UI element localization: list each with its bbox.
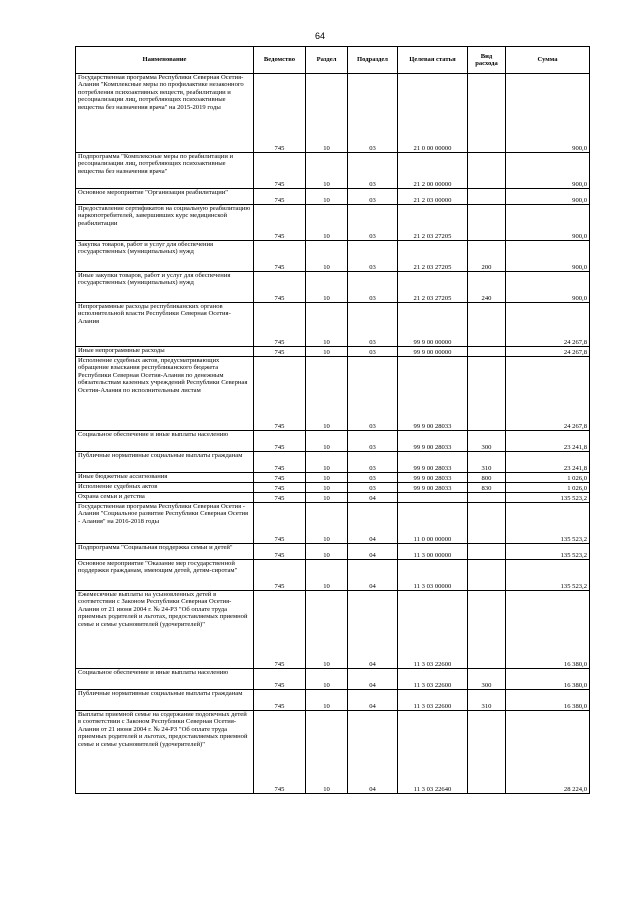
row-department: 745 <box>254 241 306 272</box>
row-section: 10 <box>306 503 348 544</box>
row-subsection: 03 <box>348 452 398 473</box>
budget-table <box>75 46 590 794</box>
row-expense-type: 200 <box>468 241 506 272</box>
row-amount: 135 523,2 <box>506 544 590 560</box>
table-row <box>76 483 590 493</box>
row-department: 745 <box>254 431 306 452</box>
row-target-article: 99 9 00 00000 <box>398 303 468 347</box>
row-expense-type <box>468 560 506 591</box>
row-target-article: 99 9 00 00000 <box>398 347 468 357</box>
row-section: 10 <box>306 493 348 503</box>
row-target-article: 11 3 03 22640 <box>398 711 468 794</box>
row-name: Основное мероприятие "Организация реабилитации" <box>76 189 254 205</box>
row-expense-type: 310 <box>468 452 506 473</box>
table-row <box>76 711 590 794</box>
row-section: 10 <box>306 711 348 794</box>
row-section: 10 <box>306 303 348 347</box>
row-expense-type: 300 <box>468 669 506 690</box>
row-name: Выплаты приемной семье на содержание подопечных детей в соответствии с Законом Республики Северная Осетия-Алания от 21 июня 2004 г. № 24-РЗ "Об оплате труда приемных родителей и льготах, предоставляемых приемной семье и семье усыновителей (удочерителей)" <box>76 711 254 794</box>
row-expense-type <box>468 503 506 544</box>
row-target-article: 11 3 03 22600 <box>398 669 468 690</box>
row-target-article: 11 3 03 00000 <box>398 560 468 591</box>
table-row <box>76 241 590 272</box>
table-row <box>76 452 590 473</box>
row-target-article: 99 9 00 28033 <box>398 452 468 473</box>
row-subsection: 04 <box>348 503 398 544</box>
table-row <box>76 690 590 711</box>
row-amount: 900,0 <box>506 189 590 205</box>
row-section: 10 <box>306 690 348 711</box>
row-name: Исполнение судебных актов <box>76 483 254 493</box>
row-amount: 24 267,8 <box>506 347 590 357</box>
row-name: Социальное обеспечение и иные выплаты населению <box>76 669 254 690</box>
row-section: 10 <box>306 431 348 452</box>
row-amount: 1 026,0 <box>506 483 590 493</box>
row-section: 10 <box>306 357 348 431</box>
row-department: 745 <box>254 591 306 669</box>
page-number: 64 <box>314 31 325 41</box>
row-target-article: 21 2 00 00000 <box>398 153 468 189</box>
row-name: Подпрограмма "Комплексные меры по реабилитации и ресоциализации лиц, потребляющих психоактивные вещества без назначения врача" <box>76 153 254 189</box>
row-section: 10 <box>306 452 348 473</box>
row-department: 745 <box>254 560 306 591</box>
row-expense-type <box>468 205 506 241</box>
row-expense-type <box>468 591 506 669</box>
row-target-article <box>398 493 468 503</box>
row-department: 745 <box>254 357 306 431</box>
table-row <box>76 431 590 452</box>
row-section: 10 <box>306 74 348 153</box>
row-subsection: 03 <box>348 74 398 153</box>
row-amount: 28 224,0 <box>506 711 590 794</box>
row-name: Государственная программа Республики Северная Осетия - Алания "Социальное развитие Республики Северная Осетия - Алания" на 2016-2018 годы <box>76 503 254 544</box>
row-name: Социальное обеспечение и иные выплаты населению <box>76 431 254 452</box>
row-department: 745 <box>254 493 306 503</box>
row-amount: 135 523,2 <box>506 493 590 503</box>
row-name: Государственная программа Республики Северная Осетия-Алания "Комплексные меры по профилактике незаконного потребления психоактивных веществ, реабилитации и ресоциализации лиц, потребляющих психоактивные вещества без назначения врача" на 2015-2019 годы <box>76 74 254 153</box>
row-subsection: 03 <box>348 473 398 483</box>
row-target-article: 99 9 00 28033 <box>398 357 468 431</box>
row-section: 10 <box>306 560 348 591</box>
row-department: 745 <box>254 473 306 483</box>
row-amount: 135 523,2 <box>506 560 590 591</box>
row-section: 10 <box>306 189 348 205</box>
row-target-article: 21 2 03 27205 <box>398 205 468 241</box>
header-name: Наименование <box>76 47 254 74</box>
row-name: Иные непрограммные расходы <box>76 347 254 357</box>
header-target-article: Целевая статья <box>398 47 468 74</box>
row-name: Непрограммные расходы республиканских органов исполнительной власти Республики Северная Осетия-Алания <box>76 303 254 347</box>
table-header <box>76 47 590 74</box>
row-subsection: 03 <box>348 189 398 205</box>
row-subsection: 03 <box>348 431 398 452</box>
row-department: 745 <box>254 272 306 303</box>
row-expense-type <box>468 347 506 357</box>
row-expense-type <box>468 711 506 794</box>
row-name: Иные бюджетные ассигнования <box>76 473 254 483</box>
table-row <box>76 560 590 591</box>
header-department: Ведомство <box>254 47 306 74</box>
header-amount: Сумма <box>506 47 590 74</box>
row-name: Основное мероприятие "Оказание мер государственной поддержки гражданам, имеющим детей, детям-сиротам" <box>76 560 254 591</box>
row-department: 745 <box>254 153 306 189</box>
row-department: 745 <box>254 452 306 473</box>
row-target-article: 99 9 00 28033 <box>398 431 468 452</box>
row-expense-type: 830 <box>468 483 506 493</box>
row-section: 10 <box>306 205 348 241</box>
row-expense-type: 300 <box>468 431 506 452</box>
row-expense-type: 240 <box>468 272 506 303</box>
row-target-article: 11 3 03 22600 <box>398 690 468 711</box>
row-expense-type <box>468 189 506 205</box>
row-subsection: 04 <box>348 493 398 503</box>
row-department: 745 <box>254 483 306 493</box>
row-department: 745 <box>254 74 306 153</box>
row-amount: 16 380,0 <box>506 669 590 690</box>
row-amount: 23 241,8 <box>506 452 590 473</box>
table-row <box>76 205 590 241</box>
header-row <box>76 47 590 74</box>
row-target-article: 21 2 03 27205 <box>398 272 468 303</box>
row-section: 10 <box>306 669 348 690</box>
row-name: Предоставление сертификатов на социальную реабилитацию наркопотребителей, завершивших курс медицинской реабилитации <box>76 205 254 241</box>
row-amount: 135 523,2 <box>506 503 590 544</box>
row-department: 745 <box>254 503 306 544</box>
row-department: 745 <box>254 189 306 205</box>
row-subsection: 04 <box>348 690 398 711</box>
row-target-article: 99 9 00 28033 <box>398 483 468 493</box>
row-section: 10 <box>306 483 348 493</box>
row-name: Охрана семьи и детства <box>76 493 254 503</box>
row-amount: 16 380,0 <box>506 690 590 711</box>
table-row <box>76 591 590 669</box>
row-section: 10 <box>306 544 348 560</box>
table-row <box>76 544 590 560</box>
row-subsection: 03 <box>348 347 398 357</box>
row-amount: 24 267,8 <box>506 303 590 347</box>
row-expense-type <box>468 544 506 560</box>
row-subsection: 03 <box>348 272 398 303</box>
row-expense-type <box>468 303 506 347</box>
row-subsection: 04 <box>348 669 398 690</box>
row-subsection: 03 <box>348 303 398 347</box>
row-subsection: 04 <box>348 711 398 794</box>
row-subsection: 03 <box>348 241 398 272</box>
row-department: 745 <box>254 544 306 560</box>
header-expense-type: Вид расхода <box>468 47 506 74</box>
row-subsection: 04 <box>348 544 398 560</box>
row-subsection: 03 <box>348 153 398 189</box>
row-amount: 900,0 <box>506 153 590 189</box>
header-section: Раздел <box>306 47 348 74</box>
row-expense-type: 800 <box>468 473 506 483</box>
row-subsection: 03 <box>348 357 398 431</box>
row-section: 10 <box>306 241 348 272</box>
row-subsection: 04 <box>348 591 398 669</box>
row-name: Исполнение судебных актов, предусматривающих обращение взыскания республиканского бюджета Республики Северная Осетия-Алания по денежным обязательствам казенных учреждений Республики Северная Осетия-Алания по исполнительным листам <box>76 357 254 431</box>
table-row <box>76 189 590 205</box>
row-section: 10 <box>306 591 348 669</box>
row-target-article: 11 3 03 22600 <box>398 591 468 669</box>
table-row <box>76 303 590 347</box>
table-row <box>76 357 590 431</box>
row-amount: 1 026,0 <box>506 473 590 483</box>
row-name: Публичные нормативные социальные выплаты гражданам <box>76 690 254 711</box>
row-amount: 16 380,0 <box>506 591 590 669</box>
row-target-article: 21 2 03 27205 <box>398 241 468 272</box>
row-section: 10 <box>306 272 348 303</box>
row-target-article: 11 0 00 00000 <box>398 503 468 544</box>
table-row <box>76 74 590 153</box>
row-target-article: 11 3 00 00000 <box>398 544 468 560</box>
table-row <box>76 503 590 544</box>
row-amount: 900,0 <box>506 272 590 303</box>
table-row <box>76 272 590 303</box>
row-target-article: 99 9 00 28033 <box>398 473 468 483</box>
row-department: 745 <box>254 669 306 690</box>
row-section: 10 <box>306 347 348 357</box>
header-subsection: Подраздел <box>348 47 398 74</box>
row-section: 10 <box>306 153 348 189</box>
row-name: Публичные нормативные социальные выплаты гражданам <box>76 452 254 473</box>
row-expense-type <box>468 493 506 503</box>
row-target-article: 21 0 00 00000 <box>398 74 468 153</box>
table-row <box>76 493 590 503</box>
row-department: 745 <box>254 690 306 711</box>
row-department: 745 <box>254 711 306 794</box>
row-amount: 23 241,8 <box>506 431 590 452</box>
row-section: 10 <box>306 473 348 483</box>
table-row <box>76 153 590 189</box>
table-row <box>76 473 590 483</box>
row-department: 745 <box>254 347 306 357</box>
row-expense-type: 310 <box>468 690 506 711</box>
table-row <box>76 669 590 690</box>
table-body <box>76 74 590 794</box>
row-expense-type <box>468 357 506 431</box>
row-name: Ежемесячные выплаты на усыновленных детей в соответствии с Законом Республики Северная Осетия-Алания от 21 июня 2004 г. № 24-РЗ "Об оплате труда приемных родителей и льготах, предоставляемых приемной семье и семье усыновителей (удочерителей)" <box>76 591 254 669</box>
table-row <box>76 347 590 357</box>
row-subsection: 03 <box>348 483 398 493</box>
row-department: 745 <box>254 303 306 347</box>
row-amount: 900,0 <box>506 74 590 153</box>
row-name: Закупка товаров, работ и услуг для обеспечения государственных (муниципальных) нужд <box>76 241 254 272</box>
row-name: Подпрограмма "Социальная поддержка семьи и детей" <box>76 544 254 560</box>
row-subsection: 04 <box>348 560 398 591</box>
row-name: Иные закупки товаров, работ и услуг для обеспечения государственных (муниципальных) нужд <box>76 272 254 303</box>
row-target-article: 21 2 03 00000 <box>398 189 468 205</box>
row-expense-type <box>468 74 506 153</box>
row-department: 745 <box>254 205 306 241</box>
row-amount: 900,0 <box>506 205 590 241</box>
row-amount: 24 267,8 <box>506 357 590 431</box>
row-expense-type <box>468 153 506 189</box>
row-amount: 900,0 <box>506 241 590 272</box>
row-subsection: 03 <box>348 205 398 241</box>
